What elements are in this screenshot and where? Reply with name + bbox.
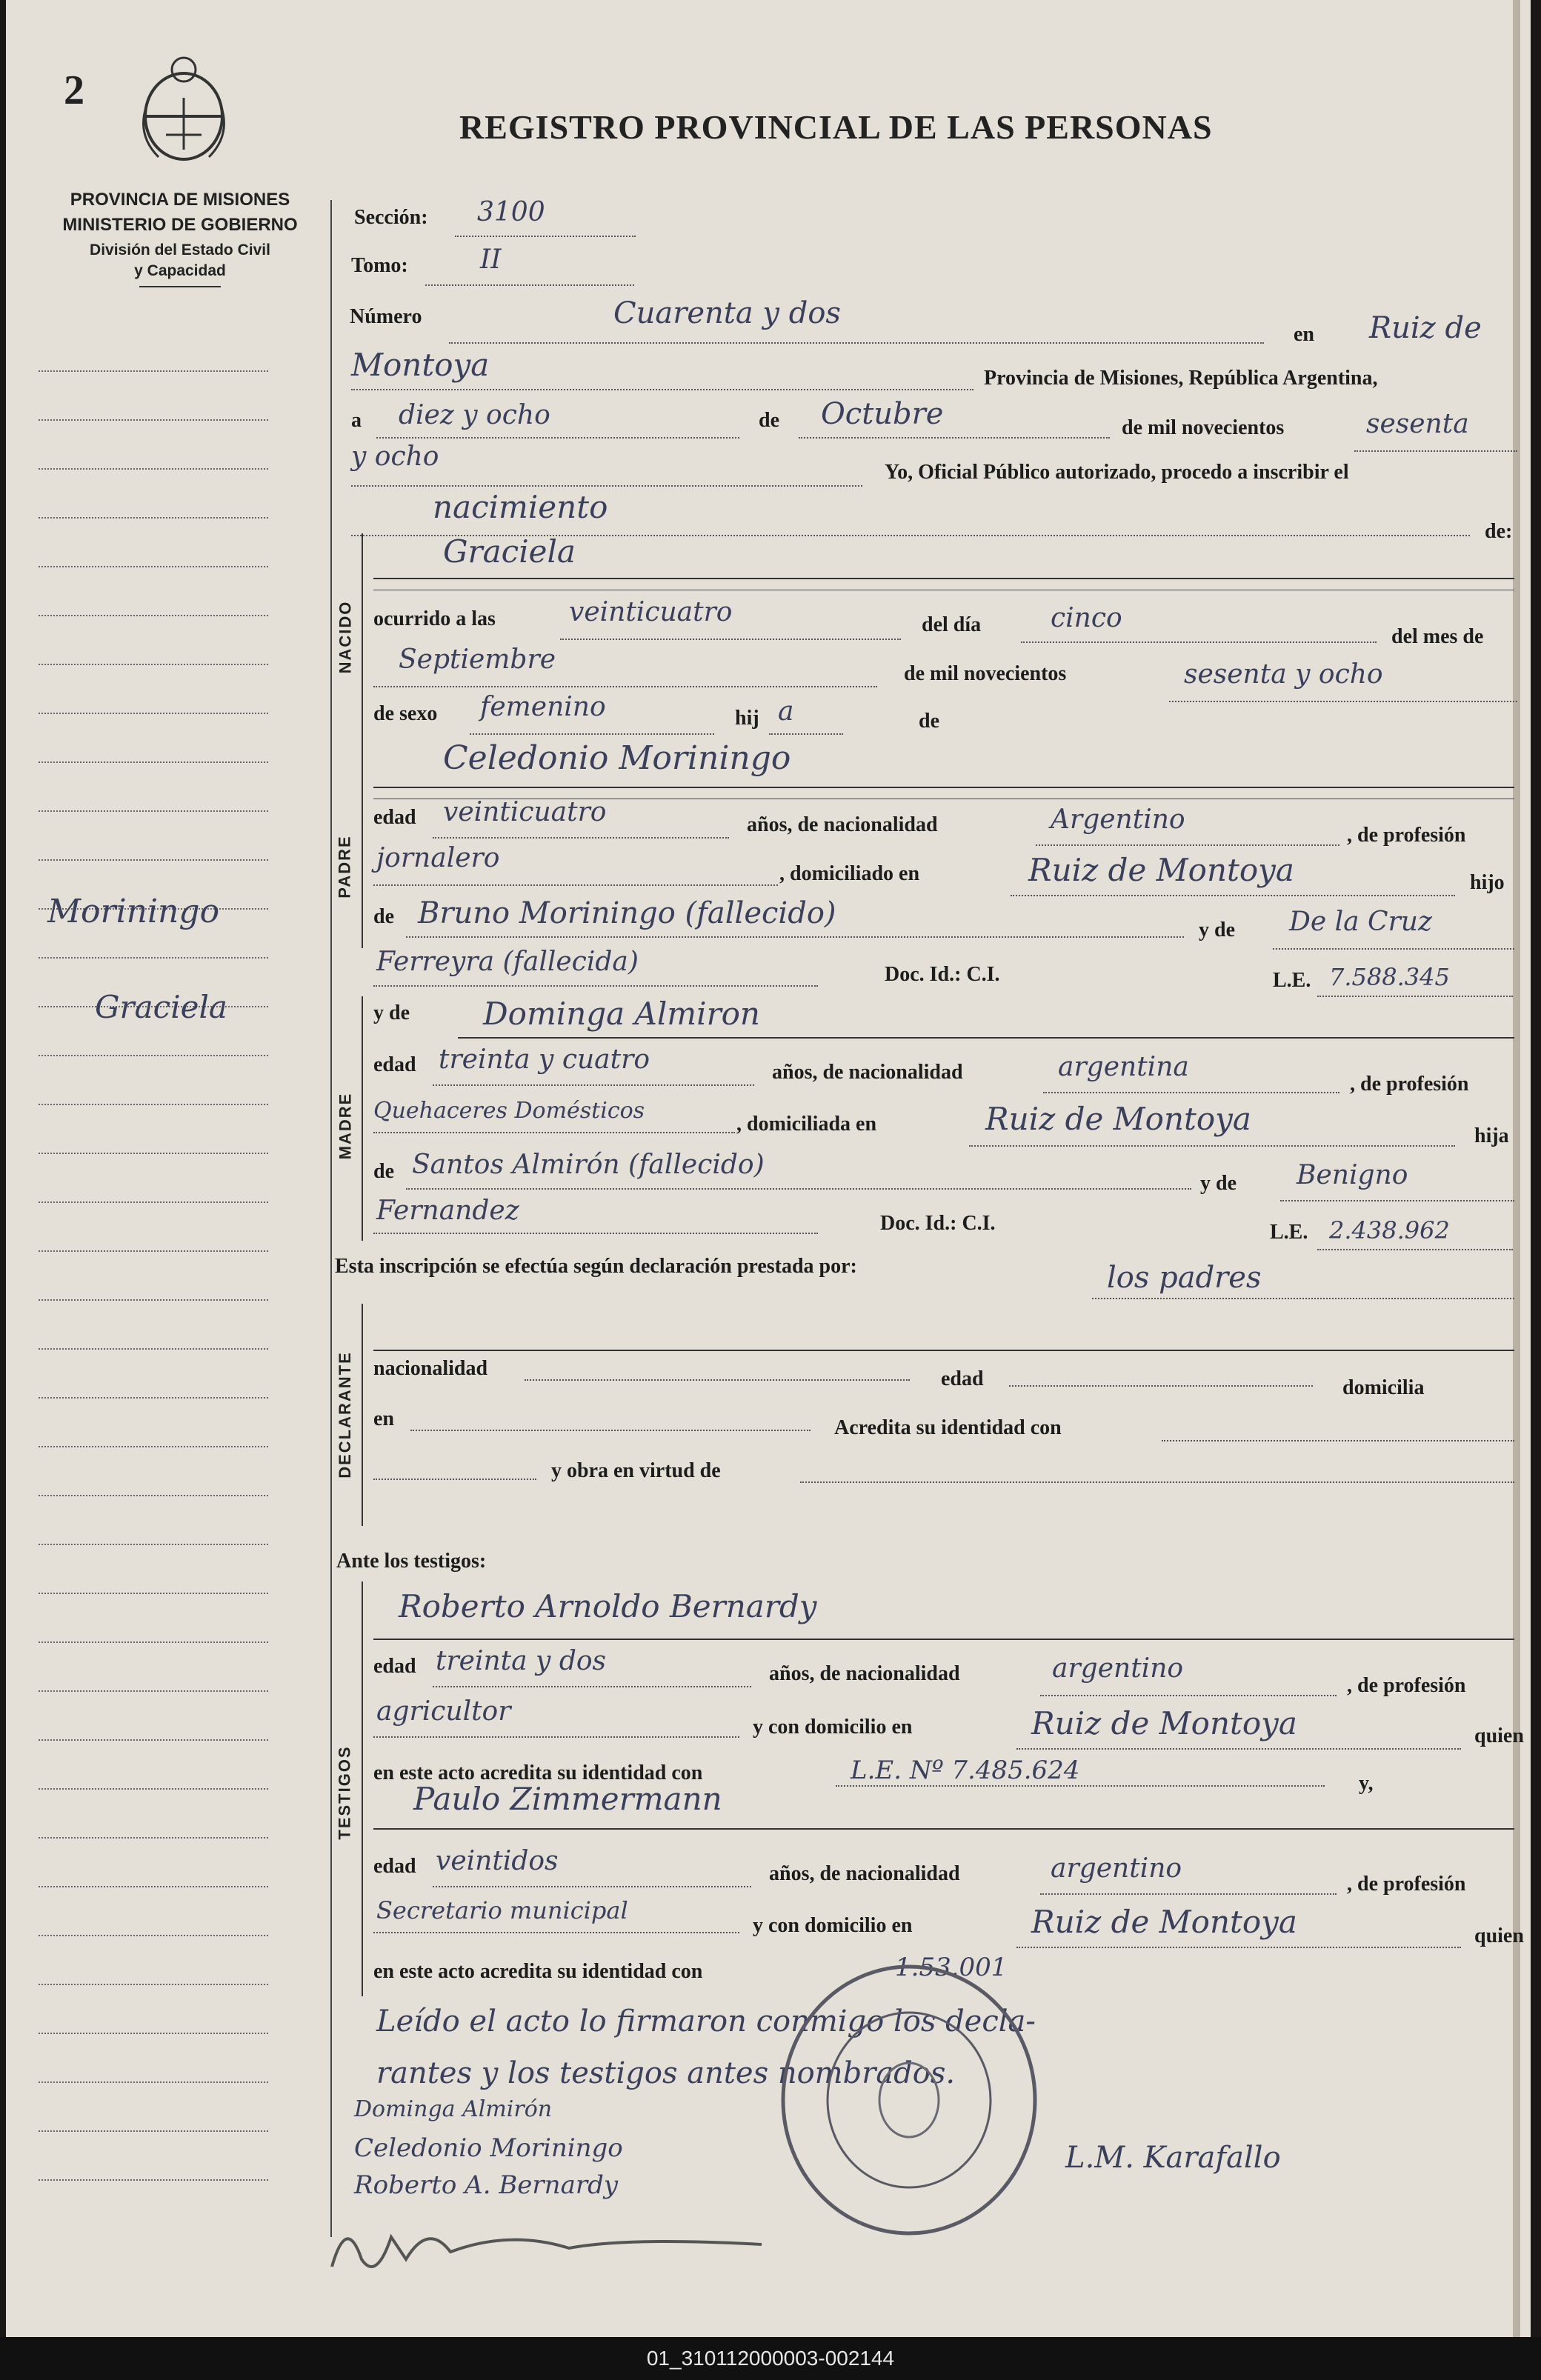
division-label-2: y Capacidad: [134, 262, 226, 279]
t2-prof-label: , de profesión: [1347, 1873, 1466, 1896]
margin-rule: [39, 1837, 268, 1839]
madre-y-de-label: y de: [1200, 1172, 1237, 1195]
madre-nac-value: argentina: [1058, 1052, 1189, 1082]
t1-nac-label: años, de nacionalidad: [769, 1662, 960, 1685]
signature-official: L.M. Karafallo: [1065, 2141, 1281, 2175]
t1-dom-label: y con domicilio en: [753, 1716, 913, 1739]
margin-rule: [39, 713, 268, 714]
margin-rule: [39, 1397, 268, 1399]
margin-rule: [39, 566, 268, 567]
margin-rule: [39, 1055, 268, 1056]
t2-edad-label: edad: [373, 1855, 416, 1878]
ocurrido-label: ocurrido a las: [373, 607, 496, 630]
t2-acredita-label: en este acto acredita su identidad con: [373, 1960, 703, 1983]
margin-rule: [39, 370, 268, 372]
division-label: División del Estado Civil: [90, 241, 270, 259]
a-label: a: [351, 409, 362, 432]
padre-y-de-label: y de: [1199, 919, 1235, 941]
t1-acredita-label: en este acto acredita su identidad con: [373, 1761, 703, 1784]
margin-rule: [39, 1886, 268, 1887]
margin-rule: [39, 468, 268, 470]
padre-prof-label: , de profesión: [1347, 824, 1466, 847]
declarante-value: los padres: [1107, 1261, 1262, 1295]
del-mes-label: del mes de: [1391, 625, 1484, 648]
margin-rule: [39, 859, 268, 861]
anio-value: sesenta: [1366, 409, 1469, 439]
t1-dom-value: Ruiz de Montoya: [1031, 1705, 1297, 1741]
hij-suffix: a: [778, 696, 794, 727]
signature-mother: Dominga Almirón: [354, 2096, 553, 2122]
margin-rule: [39, 1739, 268, 1741]
t1-y-label: y,: [1359, 1772, 1374, 1795]
padre-y-de-value: De la Cruz: [1289, 907, 1432, 937]
tomo-label: Tomo:: [351, 254, 408, 277]
t1-quien-label: quien: [1474, 1724, 1524, 1747]
section-padre: PADRE: [336, 835, 355, 899]
margin-note-given: Graciela: [95, 989, 227, 1025]
margin-rule: [39, 2179, 268, 2181]
declaracion-label: Esta inscripción se efectúa según declaración prestada por:: [335, 1255, 857, 1278]
closing-line-2: rantes y los testigos antes nombrados.: [376, 2056, 956, 2090]
binding-edge: [1513, 0, 1520, 2337]
dia-value: diez y ocho: [399, 400, 550, 430]
t2-edad-value: veintidos: [436, 1846, 559, 1876]
margin-rule: [39, 419, 268, 421]
margin-note-surname: Moriningo: [47, 893, 220, 930]
padre-nac-value: Argentino: [1051, 804, 1185, 835]
mes-nac-value: Septiembre: [399, 644, 556, 675]
document-title: REGISTRO PROVINCIAL DE LAS PERSONAS: [459, 108, 1213, 146]
madre-edad-label: edad: [373, 1053, 416, 1076]
madre-dom-value: Ruiz de Montoya: [985, 1101, 1251, 1137]
signature-father: Celedonio Moriningo: [354, 2133, 623, 2163]
t1-edad-value: treinta y dos: [436, 1646, 607, 1676]
madre-nac-label: años, de nacionalidad: [772, 1061, 963, 1084]
de-label-2: de: [919, 710, 939, 733]
footer-id: 01_310112000003-002144: [0, 2337, 1541, 2380]
coat-of-arms-logo: [136, 53, 231, 164]
scribble-signature: [317, 2207, 776, 2293]
t2-nac-value: argentino: [1051, 1853, 1182, 1884]
t2-quien-label: quien: [1474, 1924, 1524, 1947]
padre-dom-value: Ruiz de Montoya: [1028, 852, 1294, 888]
sexo-label: de sexo: [373, 702, 438, 725]
margin-rule: [39, 2033, 268, 2034]
en-value-2: Montoya: [351, 347, 490, 383]
madre-hija-de-value: Santos Almirón (fallecido): [412, 1150, 765, 1180]
t1-prof-value: agricultor: [376, 1696, 511, 1727]
section-madre: MADRE: [336, 1092, 355, 1160]
margin-rule: [39, 1593, 268, 1594]
margin-rule: [39, 1690, 268, 1692]
section-testigos: TESTIGOS: [336, 1745, 354, 1840]
margin-rule: [39, 1788, 268, 1790]
margin-rule: [39, 1201, 268, 1203]
madre-le-label: L.E.: [1270, 1221, 1308, 1244]
madre-y-de-value-2: Fernandez: [376, 1196, 519, 1226]
madre-prof-value: Quehaceres Domésticos: [373, 1098, 645, 1124]
t1-id-value: L.E. Nº 7.485.624: [851, 1756, 1080, 1785]
de-label: de: [759, 409, 779, 432]
margin-rule: [39, 1348, 268, 1350]
margin-rule: [39, 1153, 268, 1154]
ante-testigos-label: Ante los testigos:: [336, 1550, 487, 1573]
margin-divider: [330, 200, 332, 2237]
section-declarante: DECLARANTE: [336, 1351, 354, 1479]
testigo1-nombre-value: Roberto Arnoldo Bernardy: [399, 1588, 817, 1624]
padre-hijo-de-value: Bruno Moriningo (fallecido): [418, 896, 836, 930]
margin-rule: [39, 1446, 268, 1447]
margin-rule: [39, 517, 268, 519]
nombre-value: Graciela: [443, 533, 576, 570]
de-colon-label: de:: [1485, 520, 1513, 543]
madre-doc-label: Doc. Id.: C.I.: [880, 1212, 996, 1235]
de-mil-novecientos-label: de mil novecientos: [1122, 416, 1285, 439]
official-seal-stamp: [772, 1956, 1046, 2244]
closing-line-1: Leído el acto lo firmaron conmigo los decla-: [376, 2004, 1036, 2039]
margin-rule: [39, 1299, 268, 1301]
acto-value: nacimiento: [433, 489, 608, 525]
margin-rule: [39, 615, 268, 616]
t2-nac-label: años, de nacionalidad: [769, 1862, 960, 1885]
padre-y-de-value-2: Ferreyra (fallecida): [376, 947, 639, 977]
madre-dom-label: , domiciliada en: [736, 1113, 877, 1136]
page-number: 2: [64, 67, 84, 113]
mil-novecientos-label-2: de mil novecientos: [904, 662, 1067, 685]
madre-y-de-label-0: y de: [373, 1001, 410, 1024]
margin-rule: [39, 761, 268, 763]
hora-value: veinticuatro: [569, 597, 733, 627]
madre-nombre-value: Dominga Almiron: [483, 996, 760, 1032]
en-value: Ruiz de: [1369, 311, 1482, 345]
decl-nacionalidad-label: nacionalidad: [373, 1357, 488, 1380]
decl-edad-label: edad: [941, 1367, 984, 1390]
anio-value-2: y ocho: [351, 441, 439, 472]
margin-rule: [39, 1984, 268, 1985]
decl-acredita-label: Acredita su identidad con: [834, 1416, 1062, 1439]
margin-rule: [39, 2130, 268, 2132]
padre-le-value: 7.588.345: [1329, 963, 1450, 991]
en-label: en: [1294, 323, 1314, 346]
dia-nac-value: cinco: [1051, 603, 1122, 633]
padre-edad-label: edad: [373, 806, 416, 829]
t1-prof-label: , de profesión: [1347, 1674, 1466, 1697]
tomo-value: II: [480, 244, 502, 275]
padre-edad-value: veinticuatro: [443, 797, 607, 827]
madre-prof-label: , de profesión: [1350, 1073, 1469, 1096]
hij-label: hij: [735, 707, 759, 730]
t1-edad-label: edad: [373, 1655, 416, 1678]
numero-value: Cuarenta y dos: [613, 296, 841, 330]
margin-rule: [39, 1544, 268, 1545]
yo-oficial-label: Yo, Oficial Público autorizado, procedo a inscribir el: [885, 461, 1349, 484]
mes-value: Octubre: [821, 397, 944, 431]
decl-domicilia-label: domicilia: [1342, 1376, 1425, 1399]
padre-le-label: L.E.: [1273, 969, 1311, 992]
t2-dom-value: Ruiz de Montoya: [1031, 1904, 1297, 1940]
t2-id-value: 1.53.001: [895, 1953, 1008, 1982]
signature-witness: Roberto A. Bernardy: [354, 2170, 619, 2200]
madre-de-label: de: [373, 1160, 394, 1183]
madre-le-value: 2.438.962: [1329, 1216, 1450, 1244]
section-nacido: NACIDO: [336, 600, 354, 674]
margin-rule: [39, 1935, 268, 1936]
document-page: [6, 0, 1531, 2337]
t1-nac-value: argentino: [1052, 1653, 1184, 1684]
padre-prof-value: jornalero: [376, 843, 500, 873]
numero-label: Número: [350, 305, 422, 328]
ministry-label: MINISTERIO DE GOBIERNO: [62, 215, 298, 235]
margin-rule: [39, 1495, 268, 1496]
margin-rule: [39, 1250, 268, 1252]
padre-dom-label: , domiciliado en: [779, 862, 920, 885]
seccion-value: 3100: [477, 197, 545, 227]
margin-rule: [39, 1641, 268, 1643]
decl-en-label: en: [373, 1407, 394, 1430]
t2-dom-label: y con domicilio en: [753, 1914, 913, 1937]
padre-nac-label: años, de nacionalidad: [747, 813, 938, 836]
margin-rule: [39, 664, 268, 665]
madre-edad-value: treinta y cuatro: [439, 1044, 650, 1075]
province-label: PROVINCIA DE MISIONES: [70, 190, 290, 210]
madre-hija-label: hija: [1474, 1124, 1509, 1147]
margin-rule: [39, 810, 268, 812]
del-dia-label: del día: [922, 613, 982, 636]
padre-nombre-value: Celedonio Moriningo: [443, 739, 791, 777]
padre-hijo-label: hijo: [1470, 871, 1505, 894]
padre-de-label: de: [373, 905, 394, 928]
margin-rule: [39, 957, 268, 959]
margin-rule: [39, 1104, 268, 1105]
anio-nac-value: sesenta y ocho: [1184, 659, 1383, 690]
madre-y-de-value: Benigno: [1297, 1160, 1408, 1190]
seccion-label: Sección:: [354, 206, 428, 229]
margin-rule: [39, 2081, 268, 2083]
padre-doc-label: Doc. Id.: C.I.: [885, 963, 1000, 986]
decl-y-obra-label: y obra en virtud de: [551, 1459, 721, 1482]
provincia-label: Provincia de Misiones, República Argentina,: [984, 367, 1378, 390]
sexo-value: femenino: [480, 692, 606, 722]
testigo2-nombre-value: Paulo Zimmermann: [413, 1781, 722, 1817]
t2-prof-value: Secretario municipal: [376, 1896, 628, 1924]
